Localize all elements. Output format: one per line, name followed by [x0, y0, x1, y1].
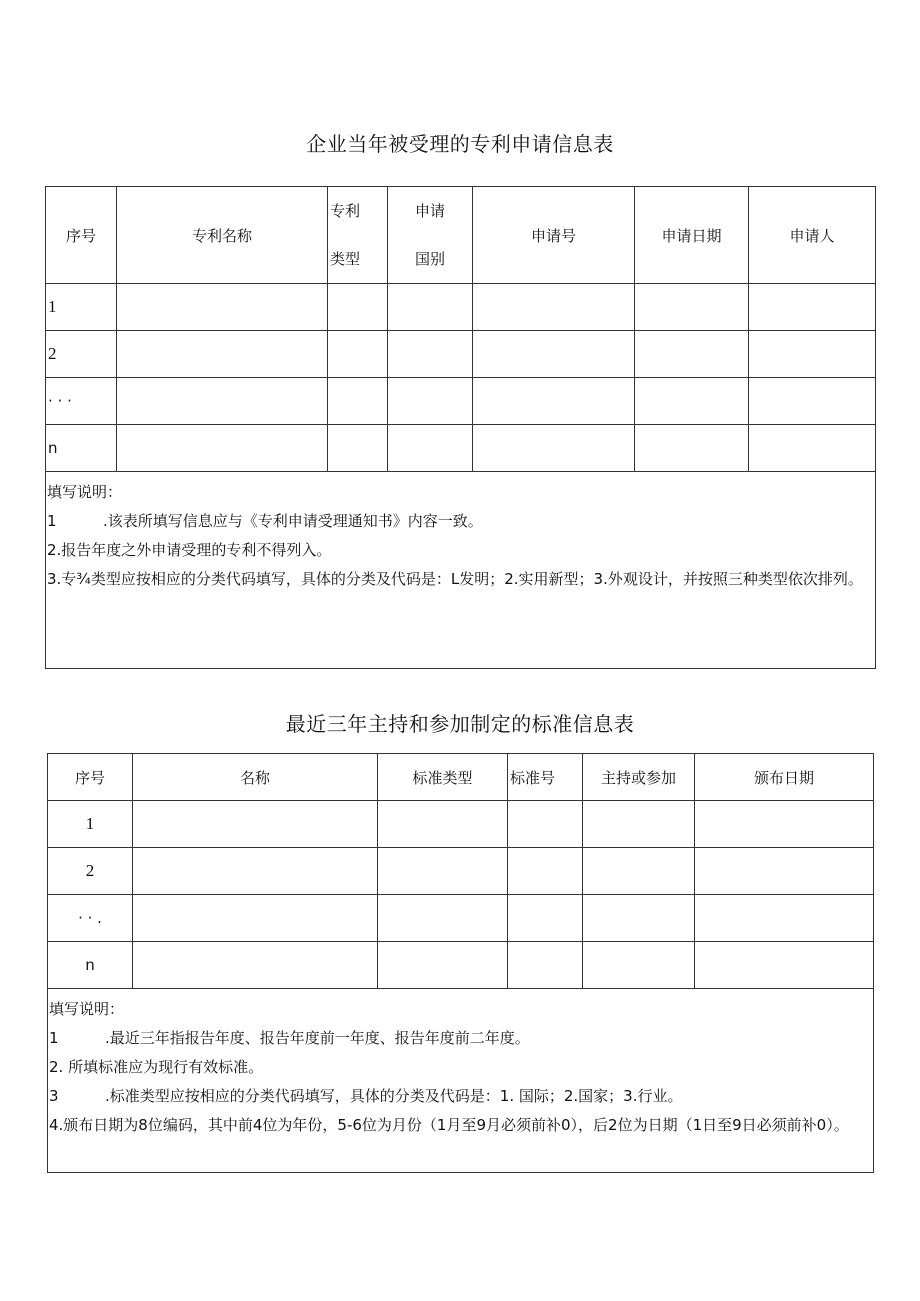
cell-applicant[interactable] — [749, 378, 876, 425]
cell-app-date[interactable] — [635, 378, 749, 425]
standard-notes — [48, 989, 874, 1173]
notes-title: 填写说明： — [47, 483, 123, 501]
cell-role[interactable] — [583, 895, 695, 942]
header-pub-date: 颁布日期 — [695, 754, 874, 801]
cell-patent-name[interactable] — [117, 284, 328, 331]
notes-title: 填写说明： — [49, 1000, 125, 1018]
cell-std-type[interactable] — [378, 942, 508, 989]
header-role: 主持或参加 — [583, 754, 695, 801]
header-std-type: 标准类型 — [378, 754, 508, 801]
cell-pub-date[interactable] — [695, 942, 874, 989]
cell-std-number[interactable] — [508, 895, 583, 942]
table-row — [46, 284, 876, 331]
standard-table-title: 最近三年主持和参加制定的标准信息表 — [285, 712, 635, 736]
note-item — [47, 507, 875, 536]
header-patent-name: 专利名称 — [117, 187, 328, 284]
note-item: 3.专¾类型应按相应的分类代码填写，具体的分类及代码是：L发明；2.实用新型；3.外观设计，并按照三种类型依次排列。 — [47, 570, 863, 588]
cell-app-date[interactable] — [635, 284, 749, 331]
cell-name[interactable] — [133, 801, 378, 848]
header-app-country-line1: 申请 — [414, 202, 445, 220]
note-text: .标准类型应按相应的分类代码填写，具体的分类及代码是：1. 国际；2.国家；3.行业。 — [105, 1087, 683, 1105]
cell-std-type[interactable] — [378, 895, 508, 942]
table-row — [46, 331, 876, 378]
note-text: .该表所填写信息应与《专利申请受理通知书》内容一致。 — [103, 512, 483, 530]
standard-info-table — [47, 753, 874, 1173]
header-patent-type-line2: 类型 — [330, 250, 361, 268]
cell-patent-name[interactable] — [117, 425, 328, 472]
cell-app-number[interactable] — [473, 331, 635, 378]
cell-std-type[interactable] — [378, 801, 508, 848]
table-row — [48, 942, 874, 989]
note-number: 3 — [49, 1087, 59, 1105]
header-app-country-line2: 国别 — [414, 250, 445, 268]
cell-app-date[interactable] — [635, 425, 749, 472]
header-patent-type-line1: 专利 — [330, 202, 361, 220]
row-seq: n — [48, 942, 133, 989]
cell-applicant[interactable] — [749, 331, 876, 378]
cell-app-country[interactable] — [388, 425, 473, 472]
header-seq: 序号 — [46, 187, 117, 284]
cell-std-number[interactable] — [508, 801, 583, 848]
cell-role[interactable] — [583, 942, 695, 989]
note-item: 4.颁布日期为8位编码，其中前4位为年份，5-6位为月份（1月至9月必须前补0），后2位为日期（1日至9日必须前补0）。 — [49, 1116, 849, 1134]
note-item: 2. 所填标准应为现行有效标准。 — [49, 1058, 264, 1076]
row-seq: · · . — [48, 895, 133, 942]
header-applicant: 申请人 — [749, 187, 876, 284]
cell-app-country[interactable] — [388, 331, 473, 378]
table-row — [46, 425, 876, 472]
table-row — [48, 801, 874, 848]
row-seq: 1 — [48, 801, 133, 848]
patent-table-title: 企业当年被受理的专利申请信息表 — [306, 132, 614, 156]
note-number: 1 — [47, 512, 57, 530]
cell-std-number[interactable] — [508, 848, 583, 895]
cell-patent-type[interactable] — [328, 425, 388, 472]
cell-name[interactable] — [133, 895, 378, 942]
table-row — [46, 378, 876, 425]
standard-header-row — [48, 754, 874, 801]
patent-application-table — [45, 186, 876, 669]
note-number: 1 — [49, 1029, 59, 1047]
cell-app-number[interactable] — [473, 425, 635, 472]
standard-notes-row — [48, 989, 874, 1173]
cell-pub-date[interactable] — [695, 895, 874, 942]
cell-pub-date[interactable] — [695, 801, 874, 848]
cell-patent-name[interactable] — [117, 378, 328, 425]
header-std-number: 标准号 — [508, 754, 583, 801]
header-patent-type — [328, 187, 388, 284]
cell-applicant[interactable] — [749, 425, 876, 472]
patent-header-row — [46, 187, 876, 284]
cell-std-type[interactable] — [378, 848, 508, 895]
row-seq: n — [46, 425, 117, 472]
table-row — [48, 895, 874, 942]
table-row — [48, 848, 874, 895]
row-seq: 2 — [48, 848, 133, 895]
note-text: .最近三年指报告年度、报告年度前一年度、报告年度前二年度。 — [105, 1029, 530, 1047]
cell-app-number[interactable] — [473, 284, 635, 331]
cell-role[interactable] — [583, 801, 695, 848]
cell-app-country[interactable] — [388, 284, 473, 331]
patent-notes — [46, 472, 876, 669]
cell-patent-type[interactable] — [328, 284, 388, 331]
cell-app-date[interactable] — [635, 331, 749, 378]
cell-role[interactable] — [583, 848, 695, 895]
header-name: 名称 — [133, 754, 378, 801]
note-item — [49, 1082, 873, 1111]
note-item: 2.报告年度之外申请受理的专利不得列入。 — [47, 541, 332, 559]
header-app-number: 申请号 — [473, 187, 635, 284]
row-seq: 1 — [46, 284, 117, 331]
cell-name[interactable] — [133, 942, 378, 989]
header-app-country — [388, 187, 473, 284]
cell-pub-date[interactable] — [695, 848, 874, 895]
row-seq: · · · — [46, 378, 117, 425]
patent-notes-row — [46, 472, 876, 669]
cell-patent-type[interactable] — [328, 331, 388, 378]
row-seq: 2 — [46, 331, 117, 378]
cell-app-country[interactable] — [388, 378, 473, 425]
cell-std-number[interactable] — [508, 942, 583, 989]
cell-name[interactable] — [133, 848, 378, 895]
cell-applicant[interactable] — [749, 284, 876, 331]
note-item — [49, 1024, 873, 1053]
cell-patent-type[interactable] — [328, 378, 388, 425]
header-app-date: 申请日期 — [635, 187, 749, 284]
header-seq: 序号 — [48, 754, 133, 801]
cell-patent-name[interactable] — [117, 331, 328, 378]
cell-app-number[interactable] — [473, 378, 635, 425]
